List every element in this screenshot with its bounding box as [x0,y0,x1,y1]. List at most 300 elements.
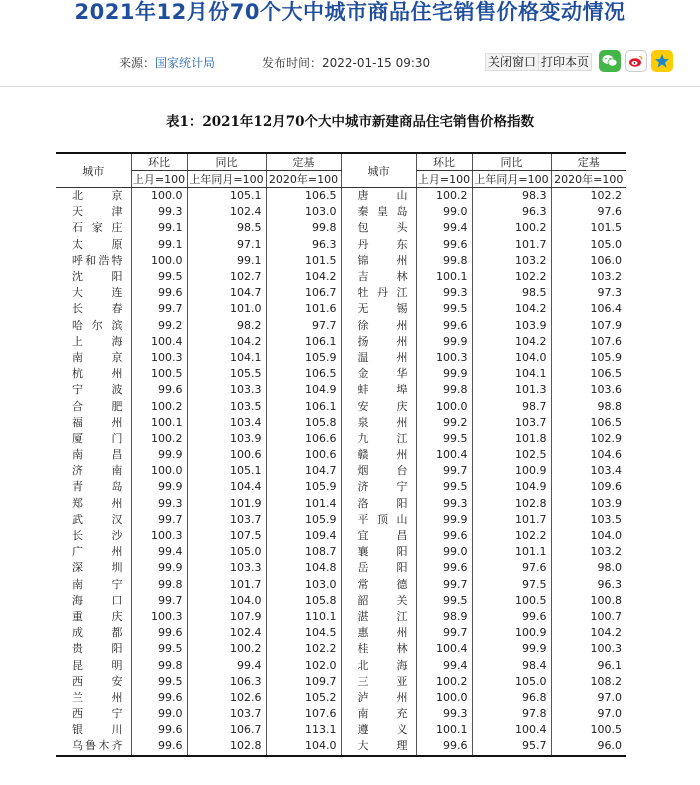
cell-yoy-right: 101.1 [472,544,551,560]
cell-mom-right: 99.8 [416,253,472,269]
cell-mom-right: 99.4 [416,220,472,236]
cell-yoy-right: 104.1 [472,366,551,382]
cell-mom-right: 100.3 [416,350,472,366]
table-row [56,690,626,706]
cell-city-right: 岳阳 [341,560,416,576]
cell-city-left: 青岛 [72,480,123,494]
cell-base-left: 109.7 [266,674,341,690]
subheader-yoy-left: 上年同月=100 [187,171,266,188]
cell-mom-left: 100.4 [131,334,187,350]
cell-yoy-right: 100.2 [472,220,551,236]
cell-city-right: 唐山 [341,188,416,205]
cell-yoy-left: 106.3 [187,674,266,690]
cell-base-right: 102.2 [551,188,626,205]
cell-yoy-left: 101.7 [187,577,266,593]
cell-city-left: 成都 [72,626,123,640]
cell-base-left: 106.1 [266,398,341,414]
cell-base-left: 105.9 [266,479,341,495]
cell-mom-right: 100.4 [416,447,472,463]
cell-mom-left: 100.0 [131,463,187,479]
cell-mom-right: 100.2 [416,674,472,690]
cell-mom-right: 99.0 [416,204,472,220]
cell-yoy-right: 98.4 [472,657,551,673]
table-row [56,479,626,495]
cell-base-right: 106.4 [551,301,626,317]
cell-yoy-left: 107.9 [187,609,266,625]
cell-yoy-left: 102.6 [187,690,266,706]
cell-yoy-left: 104.4 [187,479,266,495]
cell-yoy-right: 100.9 [472,463,551,479]
cell-yoy-right: 103.7 [472,415,551,431]
cell-mom-right: 99.4 [416,657,472,673]
cell-city-left: 武汉 [72,512,123,526]
cell-yoy-left: 103.4 [187,415,266,431]
subheader-base-right: 2020年=100 [551,171,626,188]
cell-base-left: 102.0 [266,657,341,673]
cell-mom-left: 99.1 [131,220,187,236]
table-row [56,706,626,722]
header-mom-right: 环比 [416,153,472,171]
cell-base-left: 106.1 [266,334,341,350]
cell-yoy-right: 104.2 [472,334,551,350]
cell-yoy-right: 97.5 [472,577,551,593]
table-body [56,188,626,756]
cell-yoy-left: 101.0 [187,301,266,317]
cell-mom-right: 99.7 [416,577,472,593]
cell-yoy-left: 102.7 [187,269,266,285]
table-row [56,398,626,414]
table-row [56,641,626,657]
cell-mom-right: 99.6 [416,738,472,755]
cell-city-left: 西宁 [72,707,123,721]
cell-base-left: 108.7 [266,544,341,560]
cell-city-left: 石家庄 [72,221,123,235]
cell-mom-right: 99.8 [416,382,472,398]
cell-base-left: 106.7 [266,285,341,301]
cell-mom-left: 99.6 [131,738,187,755]
cell-city-right: 泸州 [341,690,416,706]
table-row [56,722,626,738]
cell-base-left: 105.9 [266,512,341,528]
cell-city-left: 天津 [72,205,123,219]
cell-base-right: 104.6 [551,447,626,463]
cell-city-right: 三亚 [341,674,416,690]
cell-yoy-right: 104.9 [472,479,551,495]
cell-yoy-right: 98.7 [472,398,551,414]
cell-city-right: 襄阳 [341,544,416,560]
cell-base-right: 104.2 [551,625,626,641]
cell-city-left: 太原 [72,237,123,251]
cell-base-left: 105.2 [266,690,341,706]
cell-mom-left: 99.9 [131,560,187,576]
cell-mom-right: 100.4 [416,641,472,657]
cell-yoy-left: 100.2 [187,641,266,657]
cell-mom-left: 99.2 [131,318,187,334]
cell-city-left: 重庆 [72,609,123,623]
cell-yoy-left: 105.1 [187,463,266,479]
cell-yoy-right: 97.6 [472,560,551,576]
header-base-left: 定基 [266,153,341,171]
cell-base-left: 110.1 [266,609,341,625]
cell-mom-left: 99.7 [131,593,187,609]
cell-city-left: 哈尔滨 [72,318,123,332]
header-base-right: 定基 [551,153,626,171]
cell-mom-right: 100.1 [416,269,472,285]
cell-mom-left: 100.1 [131,415,187,431]
cell-mom-left: 100.5 [131,366,187,382]
cell-yoy-right: 103.9 [472,318,551,334]
cell-city-left: 昆明 [72,658,123,672]
cell-yoy-right: 96.3 [472,204,551,220]
cell-yoy-right: 105.0 [472,674,551,690]
cell-mom-left: 100.2 [131,398,187,414]
cell-city-right: 丹东 [341,237,416,253]
table-row [56,447,626,463]
table-row [56,593,626,609]
cell-yoy-left: 106.7 [187,722,266,738]
cell-base-right: 97.3 [551,285,626,301]
cell-yoy-right: 102.8 [472,496,551,512]
cell-city-right: 安庆 [341,398,416,414]
cell-base-right: 97.6 [551,204,626,220]
source-link[interactable]: 国家统计局 [155,56,216,70]
cell-mom-left: 99.7 [131,512,187,528]
cell-base-left: 109.4 [266,528,341,544]
cell-base-left: 113.1 [266,722,341,738]
cell-mom-right: 99.7 [416,463,472,479]
cell-yoy-left: 102.4 [187,625,266,641]
cell-yoy-right: 99.6 [472,609,551,625]
cell-city-right: 大理 [341,738,416,755]
table-row [56,496,626,512]
cell-mom-right: 98.9 [416,609,472,625]
cell-city-right: 湛江 [341,609,416,625]
cell-base-right: 98.0 [551,560,626,576]
cell-city-right: 温州 [341,350,416,366]
cell-city-right: 惠州 [341,625,416,641]
cell-mom-left: 99.4 [131,544,187,560]
cell-base-right: 101.5 [551,220,626,236]
table-row [56,188,626,205]
table-row [56,366,626,382]
cell-base-right: 103.6 [551,382,626,398]
cell-base-right: 98.8 [551,398,626,414]
cell-mom-left: 99.8 [131,657,187,673]
cell-yoy-left: 97.1 [187,237,266,253]
cell-mom-left: 99.1 [131,237,187,253]
cell-yoy-left: 98.5 [187,220,266,236]
cell-base-left: 105.8 [266,593,341,609]
cell-base-right: 96.3 [551,577,626,593]
price-index-table [56,152,626,757]
cell-base-left: 104.0 [266,738,341,755]
cell-yoy-right: 101.7 [472,512,551,528]
cell-mom-left: 100.3 [131,350,187,366]
cell-city-left: 福州 [72,415,123,429]
cell-city-right: 遵义 [341,722,416,738]
cell-yoy-left: 105.5 [187,366,266,382]
cell-city-left: 乌鲁木齐 [56,738,131,755]
cell-mom-left: 99.5 [131,641,187,657]
table-row [56,463,626,479]
cell-base-right: 96.1 [551,657,626,673]
cell-city-right: 常德 [341,577,416,593]
cell-mom-left: 99.5 [131,269,187,285]
cell-mom-left: 99.8 [131,577,187,593]
cell-mom-left: 99.6 [131,285,187,301]
cell-yoy-right: 97.8 [472,706,551,722]
cell-city-left: 长春 [72,302,123,316]
cell-base-right: 107.6 [551,334,626,350]
weibo-share-icon[interactable] [625,50,647,72]
cell-base-left: 105.8 [266,415,341,431]
cell-yoy-right: 103.2 [472,253,551,269]
cell-base-right: 106.5 [551,366,626,382]
cell-city-left: 大连 [72,286,123,300]
cell-city-left: 深圳 [72,561,123,575]
cell-base-right: 105.0 [551,237,626,253]
cell-yoy-right: 99.9 [472,641,551,657]
cell-city-left: 长沙 [72,529,123,543]
cell-mom-left: 99.9 [131,479,187,495]
cell-city-right: 赣州 [341,447,416,463]
table-row [56,269,626,285]
cell-base-left: 96.3 [266,237,341,253]
cell-base-left: 106.6 [266,431,341,447]
cell-city-right: 扬州 [341,334,416,350]
cell-base-left: 97.7 [266,318,341,334]
cell-mom-right: 99.5 [416,593,472,609]
cell-base-left: 103.0 [266,577,341,593]
cell-base-right: 97.0 [551,706,626,722]
cell-city-right: 桂林 [341,641,416,657]
table-row [56,674,626,690]
cell-mom-left: 99.9 [131,447,187,463]
cell-city-left: 兰州 [72,690,123,704]
cell-city-right: 秦皇岛 [341,204,416,220]
cell-city-left: 广州 [72,545,123,559]
cell-mom-right: 99.9 [416,366,472,382]
cell-base-right: 109.6 [551,479,626,495]
cell-mom-left: 100.3 [131,528,187,544]
page-title: 2021年12月份70个大中城市商品住宅销售价格变动情况 [74,0,626,24]
cell-city-right: 金华 [341,366,416,382]
cell-yoy-left: 99.4 [187,657,266,673]
cell-yoy-left: 104.7 [187,285,266,301]
cell-yoy-right: 95.7 [472,738,551,755]
table-row [56,220,626,236]
table-row [56,334,626,350]
cell-mom-left: 99.6 [131,722,187,738]
close-window-button[interactable]: 关闭窗口 [485,53,539,71]
cell-city-left: 南昌 [72,448,123,462]
cell-base-left: 100.6 [266,447,341,463]
cell-yoy-right: 101.7 [472,237,551,253]
cell-city-left: 南宁 [72,577,123,591]
cell-base-right: 106.0 [551,253,626,269]
cell-yoy-left: 102.4 [187,204,266,220]
cell-yoy-left: 104.2 [187,334,266,350]
cell-yoy-right: 96.8 [472,690,551,706]
subheader-mom-left: 上月=100 [131,171,187,188]
cell-city-right: 韶关 [341,593,416,609]
cell-city-right: 九江 [341,431,416,447]
cell-mom-right: 99.2 [416,415,472,431]
cell-mom-right: 99.6 [416,318,472,334]
cell-city-left: 合肥 [72,399,123,413]
cell-mom-right: 99.9 [416,512,472,528]
table-row [56,544,626,560]
cell-yoy-right: 102.5 [472,447,551,463]
header-mom-left: 环比 [131,153,187,171]
table-row [56,285,626,301]
header-yoy-left: 同比 [187,153,266,171]
cell-base-right: 103.2 [551,269,626,285]
header-city-right: 城市 [341,153,416,188]
cell-mom-left: 99.0 [131,706,187,722]
cell-city-left: 杭州 [72,367,123,381]
table-row [56,625,626,641]
cell-city-right: 烟台 [341,463,416,479]
cell-base-left: 101.5 [266,253,341,269]
cell-yoy-right: 100.5 [472,593,551,609]
cell-yoy-right: 98.5 [472,285,551,301]
cell-mom-left: 100.0 [131,188,187,205]
cell-city-left: 厦门 [72,431,123,445]
cell-base-left: 104.9 [266,382,341,398]
cell-yoy-right: 100.9 [472,625,551,641]
subheader-yoy-right: 上年同月=100 [472,171,551,188]
cell-mom-left: 100.2 [131,431,187,447]
cell-base-right: 108.2 [551,674,626,690]
cell-mom-right: 99.6 [416,560,472,576]
cell-yoy-left: 107.5 [187,528,266,544]
table-row [56,237,626,253]
cell-mom-left: 99.6 [131,382,187,398]
cell-base-right: 103.4 [551,463,626,479]
cell-yoy-left: 105.1 [187,188,266,205]
cell-mom-right: 99.3 [416,285,472,301]
cell-base-left: 99.8 [266,220,341,236]
cell-base-left: 105.9 [266,350,341,366]
table-row [56,528,626,544]
meta-row [0,50,700,74]
table-row [56,512,626,528]
cell-city-right: 济宁 [341,479,416,495]
cell-city-left: 海口 [72,593,123,607]
cell-city-right: 锦州 [341,253,416,269]
cell-base-right: 100.3 [551,641,626,657]
cell-mom-right: 99.5 [416,431,472,447]
cell-yoy-left: 103.3 [187,382,266,398]
cell-city-left: 上海 [72,334,123,348]
cell-base-left: 104.2 [266,269,341,285]
source-label: 来源： [119,56,156,70]
cell-city-left: 济南 [72,464,123,478]
publish-time: 2022-01-15 09:30 [322,56,431,70]
cell-yoy-right: 101.3 [472,382,551,398]
cell-base-right: 103.5 [551,512,626,528]
cell-yoy-left: 100.6 [187,447,266,463]
source-info [119,54,215,71]
cell-base-right: 102.9 [551,431,626,447]
cell-city-left: 郑州 [72,496,123,510]
cell-base-right: 103.9 [551,496,626,512]
cell-base-right: 106.5 [551,415,626,431]
cell-base-right: 97.0 [551,690,626,706]
table-row [56,609,626,625]
print-page-button[interactable]: 打印本页 [538,53,592,71]
cell-yoy-left: 102.8 [187,738,266,755]
cell-city-right: 无锡 [341,301,416,317]
cell-base-right: 105.9 [551,350,626,366]
cell-base-right: 107.9 [551,318,626,334]
cell-base-right: 104.0 [551,528,626,544]
cell-city-left: 贵阳 [72,642,123,656]
cell-city-right: 南充 [341,706,416,722]
cell-mom-right: 99.6 [416,528,472,544]
cell-mom-right: 99.9 [416,334,472,350]
cell-city-right: 蚌埠 [341,382,416,398]
cell-city-right: 包头 [341,220,416,236]
cell-city-right: 徐州 [341,318,416,334]
cell-city-right: 宜昌 [341,528,416,544]
cell-mom-right: 100.0 [416,398,472,414]
cell-mom-right: 99.3 [416,706,472,722]
subheader-base-left: 2020年=100 [266,171,341,188]
cell-mom-left: 99.3 [131,204,187,220]
cell-yoy-left: 98.2 [187,318,266,334]
cell-base-left: 104.8 [266,560,341,576]
cell-base-left: 103.0 [266,204,341,220]
cell-base-left: 106.5 [266,366,341,382]
cell-mom-right: 99.5 [416,479,472,495]
cell-yoy-left: 101.9 [187,496,266,512]
cell-mom-right: 99.6 [416,237,472,253]
wechat-share-icon[interactable] [599,50,621,72]
cell-base-right: 100.8 [551,593,626,609]
cell-base-right: 96.0 [551,738,626,755]
cell-yoy-right: 101.8 [472,431,551,447]
qzone-share-icon[interactable] [651,50,673,72]
cell-city-right: 牡丹江 [341,285,416,301]
table-row [56,204,626,220]
cell-city-left: 西安 [72,674,123,688]
cell-mom-right: 100.2 [416,188,472,205]
cell-yoy-left: 103.5 [187,398,266,414]
cell-base-left: 101.6 [266,301,341,317]
cell-yoy-left: 103.9 [187,431,266,447]
cell-city-left: 银川 [72,723,123,737]
table-row [56,253,626,269]
header-divider [0,86,700,87]
cell-city-left: 宁波 [72,383,123,397]
cell-mom-left: 100.0 [131,253,187,269]
cell-yoy-left: 103.7 [187,512,266,528]
table-row [56,738,626,755]
cell-yoy-left: 103.3 [187,560,266,576]
table-row [56,560,626,576]
cell-city-right: 吉林 [341,269,416,285]
cell-mom-left: 99.6 [131,690,187,706]
cell-mom-left: 99.6 [131,625,187,641]
table-row [56,382,626,398]
cell-yoy-left: 99.1 [187,253,266,269]
cell-base-right: 100.5 [551,722,626,738]
cell-city-right: 泉州 [341,415,416,431]
cell-city-right: 北海 [341,657,416,673]
cell-base-right: 103.2 [551,544,626,560]
